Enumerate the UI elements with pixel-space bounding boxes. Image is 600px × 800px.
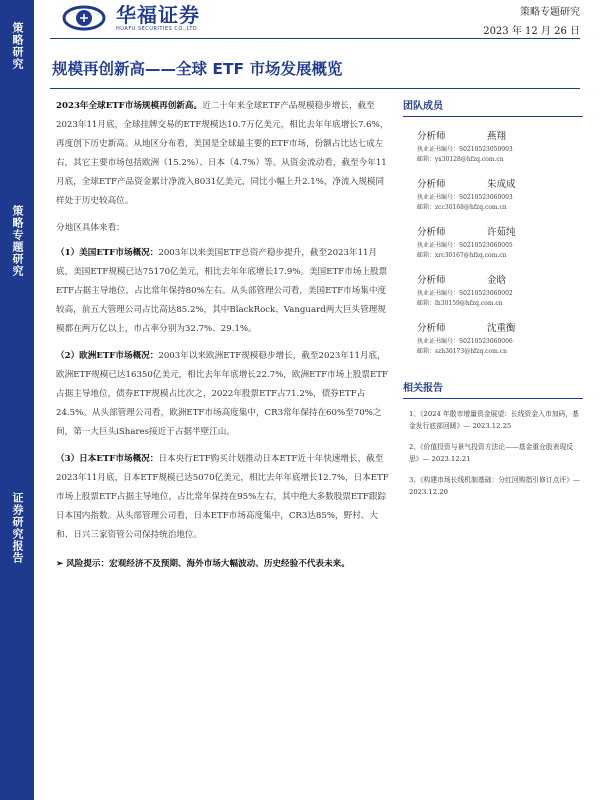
header-meta — [483, 3, 580, 41]
us-paragraph — [56, 244, 390, 339]
analyst-cert: 执业证书编号：S0210523060006 — [417, 338, 513, 345]
analyst-role: 分析师 — [417, 179, 446, 190]
analyst-entry — [403, 321, 583, 357]
analyst-email[interactable]: 邮箱：zcc30168@hfzq.com.cn — [417, 204, 507, 211]
analyst-cert: 执业证书编号：S0210523060005 — [417, 242, 513, 249]
eu-text: 2003年以来欧洲ETF规模稳步增长，截至2023年11月底，欧洲ETF规模已达16350亿美元，相比去年年底增长22.7%，欧洲ETF市场上股票ETF占据主导地位，债券ETF规模占比次之，2022年股票ETF占71.2%，债券ETF占24.5%。从头部管理公司看，欧洲ETF市场高度集中，CR3常年保持在60%至70%之间，第一大巨头iShares接近于占据半壁江山。 — [56, 351, 388, 437]
analyst-entry — [403, 129, 583, 165]
analyst-role: 分析师 — [417, 131, 446, 142]
analyst-cert: 执业证书编号：S0210523060002 — [417, 290, 513, 297]
analyst-name: 金晗 — [487, 275, 507, 286]
analyst-list — [403, 129, 583, 357]
company-name-en: HUAFU SECURITIES CO.,LTD. — [116, 26, 200, 32]
title-divider — [50, 88, 580, 89]
sidebar-label-bottom: 证券研究报告 — [11, 492, 24, 564]
analyst-cert: 执业证书编号：S0210523050003 — [417, 146, 513, 153]
intro-bold: 2023年全球ETF市场规模再创新高。 — [56, 101, 203, 111]
right-column — [403, 97, 583, 498]
analyst-role: 分析师 — [417, 275, 446, 286]
related-report-date: — 2023.12.21 — [422, 455, 471, 463]
analyst-name: 许茹纯 — [487, 227, 516, 238]
analyst-role: 分析师 — [417, 323, 446, 334]
jp-bold: （3）日本ETF市场概况： — [56, 454, 159, 464]
analyst-email[interactable]: 邮箱：yx30128@hfzq.com.cn — [417, 156, 504, 163]
sidebar-label-top: 策略研究 — [11, 22, 24, 70]
related-report-date: — 2023.12.20 — [409, 476, 580, 496]
risk-warning: ➢ 风险提示：宏观经济不及预期、海外市场大幅波动、历史经验不代表未来。 — [56, 559, 350, 569]
related-title: 相关报告 — [403, 379, 583, 399]
related-report-date: — 2023.12.25 — [463, 422, 512, 430]
analyst-email[interactable]: 邮箱：lh30159@hfzq.com.cn — [417, 300, 503, 307]
analyst-entry — [403, 225, 583, 261]
eu-paragraph — [56, 347, 390, 442]
logo-ring-icon — [60, 3, 112, 33]
related-report-text[interactable]: 1、《2024 年散市增量资金展望：长线资金入市加码，基金发行底部回暖》 — [409, 410, 579, 430]
analyst-name: 沈重衡 — [487, 323, 516, 334]
team-title: 团队成员 — [403, 97, 583, 117]
intro-paragraph — [56, 97, 390, 211]
analyst-entry — [403, 273, 583, 309]
report-date: 2023 年 12 月 26 日 — [483, 26, 580, 37]
report-title: 规模再创新高——全球 ETF 市场发展概览 — [52, 60, 343, 78]
jp-paragraph — [56, 450, 390, 545]
jp-text: 日本央行ETF购买计划推动日本ETF近十年快速增长，截至2023年11月底，日本ETF规模已达5070亿美元，相比去年年底增长12.7%，日本ETF市场上股票ETF占据主导地位，占比常年保持在95%左右，其中绝大多数股票ETF跟踪日本国内指数。从头部管理公司看，日本ETF市场高度集中，CR3达85%，野村、大和、日兴三家资管公司保持统治地位。 — [56, 454, 389, 540]
analyst-name: 朱成成 — [487, 179, 516, 190]
company-logo — [60, 3, 200, 33]
sub-intro: 分地区具体来看： — [56, 223, 125, 233]
related-report-item[interactable] — [403, 474, 583, 498]
related-report-text[interactable]: 3、《构建市场长线机制基础：分红回购指引修订点评》 — [409, 476, 574, 484]
analyst-email[interactable]: 邮箱：szh30173@hfzq.com.cn — [417, 348, 507, 355]
header-divider — [50, 38, 580, 39]
analyst-name: 燕翔 — [487, 131, 507, 142]
related-report-text[interactable]: 2、《价值投资与景气投资方法论——基金重仓股表现反思》 — [409, 443, 574, 463]
analyst-email[interactable]: 邮箱：xrc30167@hfzq.com.cn — [417, 252, 507, 259]
analyst-entry — [403, 177, 583, 213]
us-bold: （1）美国ETF市场概况： — [56, 248, 159, 258]
report-body — [56, 97, 390, 582]
company-name-cn: 华福证券 — [116, 3, 200, 27]
report-type: 策略专题研究 — [520, 7, 580, 18]
us-text: 2003年以来美国ETF总资产稳步提升，截至2023年11月底，美国ETF规模已达75170亿美元，相比去年年底增长17.9%。美国ETF市场上股票ETF占据主导地位，占比常年保持80%左右。从头部管理公司看，美国ETF市场集中度较高，前五大管理公司占比高达85.2%，其中BlackRock、Vanguard两大巨头管理规模都在两万亿以上，市占率分别为32.7%、29.1%。 — [56, 248, 388, 334]
sidebar-label-mid: 策略专题研究 — [11, 205, 24, 277]
related-report-item[interactable] — [403, 441, 583, 465]
side-band — [0, 0, 34, 800]
related-report-item[interactable] — [403, 408, 583, 432]
intro-text: 近二十年来全球ETF产品规模稳步增长，截至2023年11月底，全球挂牌交易的ETF规模达10.7万亿美元，相比去年年底增长7.6%，再度创下历史新高。从地区分布看，美国是全球最主要的ETF市场，份额占比达七成左右，其它主要市场包括欧洲（15.2%）、日本（4.7%）等。从资金流动看，截至今年11月底，全球ETF产品资金累计净流入8031亿美元，同比小幅上升2.1%，净流入规模同样处于历史较高位。 — [56, 101, 389, 206]
analyst-role: 分析师 — [417, 227, 446, 238]
eu-bold: （2）欧洲ETF市场概况： — [56, 351, 159, 361]
analyst-cert: 执业证书编号：S0210523060003 — [417, 194, 513, 201]
